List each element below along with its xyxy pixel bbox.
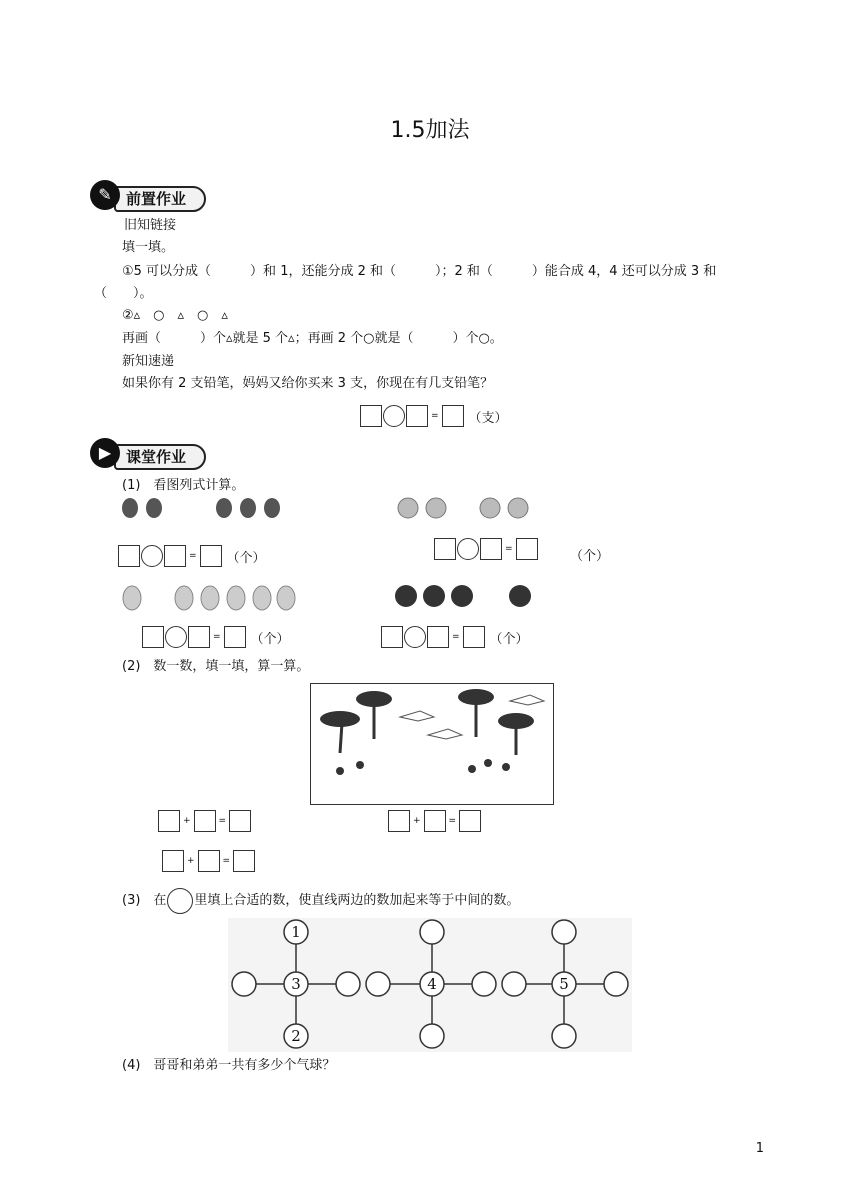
equation-row — [381, 626, 529, 648]
answer-box[interactable] — [188, 626, 210, 648]
answer-box[interactable] — [424, 810, 446, 832]
answer-box[interactable] — [164, 545, 186, 567]
equals-sign: = — [431, 411, 439, 421]
q2-label: (2) 数一数，填一填，算一算。 — [122, 659, 310, 674]
tomato-group-picture — [394, 492, 554, 522]
q1-line1: ①5 可以分成（ ）和 1，还能分成 2 和（ ）；2 和（ ）能合成 4，4 还可以分成 3 和 — [122, 264, 717, 279]
equals-sign: = — [189, 551, 197, 561]
old-link-heading: 旧知链接 — [124, 218, 177, 233]
q1-line2: （ ）。 — [94, 286, 153, 301]
page-title: 1.5加法 — [390, 118, 470, 143]
answer-box[interactable] — [516, 538, 538, 560]
circle-1-center-number: 3 — [291, 975, 301, 993]
answer-box[interactable] — [229, 810, 251, 832]
q2-text: 再画（ ）个▵就是 5 个▵；再画 2 个○就是（ ）个○。 — [122, 331, 503, 346]
answer-box[interactable] — [233, 850, 255, 872]
operator-circle[interactable] — [383, 405, 405, 427]
addition-row — [158, 810, 251, 832]
q1-label: (1) 看图列式计算。 — [122, 478, 245, 493]
pear-group-picture — [118, 580, 298, 614]
equals-sign: = — [218, 816, 227, 826]
fill-instruction: 填一填。 — [122, 240, 175, 255]
plus-sign: + — [183, 816, 191, 826]
answer-box[interactable] — [158, 810, 180, 832]
unit-label: （个） — [570, 549, 610, 564]
pencil-question: 如果你有 2 支铅笔，妈妈又给你买来 3 支，你现在有几支铅笔？ — [122, 376, 494, 391]
answer-box[interactable] — [224, 626, 246, 648]
q3-label-a: (3) 在 — [122, 893, 167, 908]
equation-row — [118, 545, 266, 567]
answer-box[interactable] — [427, 626, 449, 648]
operator-circle[interactable] — [404, 626, 426, 648]
answer-box[interactable] — [142, 626, 164, 648]
equals-sign: = — [222, 856, 231, 866]
pencil-equation — [360, 405, 508, 427]
answer-box[interactable] — [118, 545, 140, 567]
q4-label: (4) 哥哥和弟弟一共有多少个气球？ — [122, 1058, 336, 1073]
answer-box[interactable] — [381, 626, 403, 648]
answer-box[interactable] — [406, 405, 428, 427]
play-icon: ▶ — [90, 438, 120, 468]
strawberry-group-picture — [118, 492, 308, 522]
equals-sign: = — [213, 632, 221, 642]
operator-circle[interactable] — [457, 538, 479, 560]
unit-label: （支） — [468, 410, 508, 426]
berry-group-picture — [392, 578, 542, 614]
equation-row — [142, 626, 290, 648]
plus-sign: + — [187, 856, 195, 866]
class-homework-label: 课堂作业 — [114, 444, 206, 470]
unit-label: （个） — [489, 631, 529, 647]
operator-circle[interactable] — [141, 545, 163, 567]
addition-row — [388, 810, 481, 832]
number-circle-diagram — [228, 918, 632, 1052]
pre-homework-header — [90, 180, 220, 212]
answer-box[interactable] — [360, 405, 382, 427]
equals-sign: = — [448, 816, 457, 826]
circle-icon — [167, 888, 193, 914]
trees-birds-flowers-picture — [310, 683, 554, 805]
answer-box[interactable] — [200, 545, 222, 567]
unit-label: （个） — [226, 550, 266, 566]
answer-box[interactable] — [388, 810, 410, 832]
answer-box[interactable] — [459, 810, 481, 832]
addition-row — [162, 850, 255, 872]
answer-box[interactable] — [463, 626, 485, 648]
equals-sign: = — [505, 544, 513, 554]
answer-box[interactable] — [480, 538, 502, 560]
circle-3-center-number: 5 — [559, 975, 569, 993]
new-link-heading: 新知速递 — [122, 354, 175, 369]
answer-box[interactable] — [162, 850, 184, 872]
unit-label: （个） — [250, 631, 290, 647]
plus-sign: + — [413, 816, 421, 826]
q2-shapes: ②▵ ○ ▵ ○ ▵ — [122, 308, 228, 323]
answer-box[interactable] — [194, 810, 216, 832]
pre-homework-label: 前置作业 — [114, 186, 206, 212]
answer-box[interactable] — [442, 405, 464, 427]
page-number: 1 — [755, 1141, 764, 1156]
equals-sign: = — [452, 632, 460, 642]
q3-label — [122, 888, 519, 914]
book-icon: ✎ — [90, 180, 120, 210]
answer-box[interactable] — [434, 538, 456, 560]
circle-1-bottom-number: 2 — [291, 1027, 301, 1045]
answer-box[interactable] — [198, 850, 220, 872]
circle-2-center-number: 4 — [427, 975, 437, 993]
operator-circle[interactable] — [165, 626, 187, 648]
equation-row — [434, 538, 538, 560]
q3-label-b: 里填上合适的数，使直线两边的数加起来等于中间的数。 — [194, 893, 520, 908]
class-homework-header — [90, 438, 220, 470]
circle-1-top-number: 1 — [291, 923, 301, 941]
